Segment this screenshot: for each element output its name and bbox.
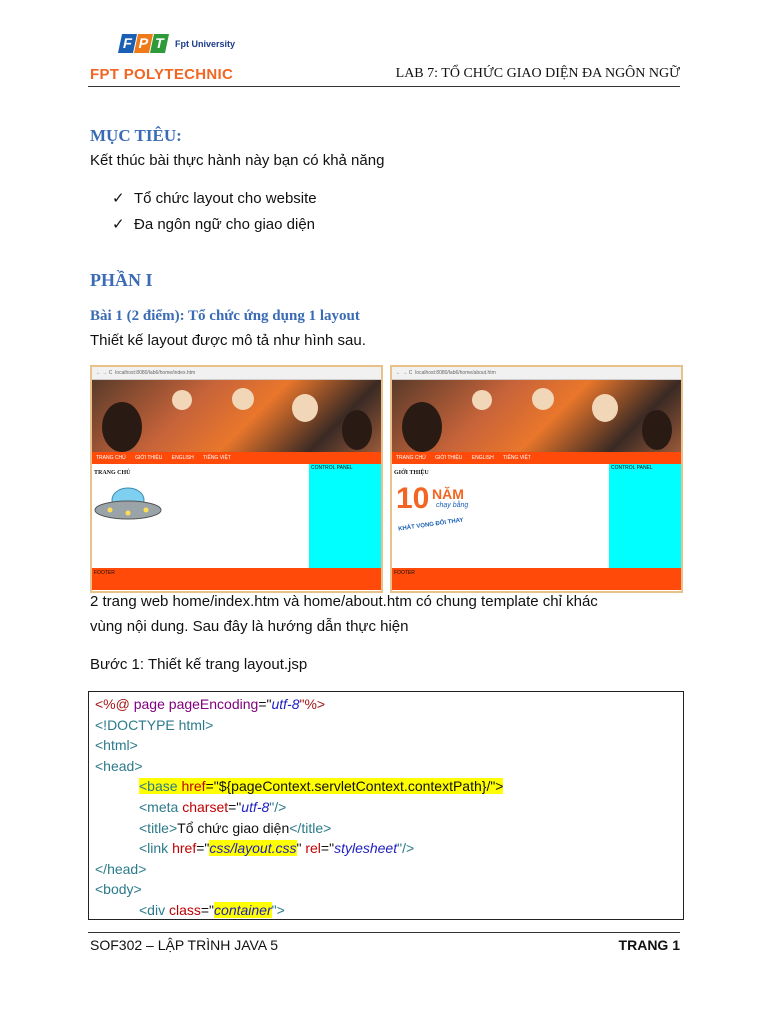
content-title: TRANG CHỦ xyxy=(94,470,131,476)
anniversary-logo: 10 NĂM chạy bằng KHÁT VỌNG ĐỔI THAY xyxy=(396,482,469,533)
footer-divider xyxy=(88,932,680,933)
code-token: utf-8 xyxy=(271,696,300,712)
nav-english: ENGLISH xyxy=(471,455,494,461)
site-body xyxy=(92,464,381,568)
brand-name: FPT POLYTECHNIC xyxy=(90,66,234,83)
browser-address-bar: ← → C localhost:8080/lab6/home/index.htm xyxy=(92,367,381,380)
content-area xyxy=(92,464,305,568)
logo-letter-f: F xyxy=(118,34,137,53)
code-line xyxy=(95,900,683,921)
code-line xyxy=(95,694,683,715)
anniversary-logo-text: NĂM xyxy=(432,486,464,502)
code-token: =" xyxy=(228,798,242,815)
code-line: <head> xyxy=(95,757,143,774)
exercise-title: Bài 1 (2 điểm): Tổ chức ứng dụng 1 layout xyxy=(90,308,360,324)
code-token: Tổ chức giao diện xyxy=(177,819,290,836)
code-token: <link xyxy=(139,840,173,857)
code-line xyxy=(95,838,683,859)
description-line-2: vùng nội dung. Sau đây là hướng dẫn thực hiện xyxy=(90,618,409,635)
code-token: class xyxy=(168,901,201,918)
layout-screenshot-home xyxy=(90,365,383,593)
nav-vietnamese: TIẾNG VIỆT xyxy=(503,455,531,461)
objective-text: Đa ngôn ngữ cho giao diện xyxy=(134,216,316,233)
site-nav xyxy=(392,452,681,464)
code-block xyxy=(88,691,684,920)
code-token: "/> xyxy=(397,840,415,857)
code-token: =" xyxy=(196,840,210,857)
control-panel: CONTROL PANEL xyxy=(309,464,381,568)
code-line: <!DOCTYPE html> xyxy=(95,716,214,733)
objectives-heading: MỤC TIÊU: xyxy=(90,126,182,145)
nav-home: TRANG CHỦ xyxy=(96,455,126,461)
logo-letter-t: T xyxy=(150,34,169,53)
code-token: css/layout.css xyxy=(209,840,297,857)
logo-subtitle: Fpt University xyxy=(175,38,236,49)
objective-item xyxy=(112,189,317,207)
code-token: rel xyxy=(305,840,321,857)
code-token: href xyxy=(172,840,197,857)
objective-text: Tổ chức layout cho website xyxy=(134,190,317,207)
banner-photo xyxy=(392,380,681,452)
banner-photo xyxy=(92,380,381,452)
code-line xyxy=(95,818,683,839)
anniversary-logo-sub: chạy bằng xyxy=(436,502,469,509)
code-token: utf-8 xyxy=(241,798,270,815)
layout-screenshot-about xyxy=(390,365,683,593)
site-body xyxy=(392,464,681,568)
nav-english: ENGLISH xyxy=(171,455,194,461)
control-panel: CONTROL PANEL xyxy=(609,464,681,568)
code-token: "%> xyxy=(299,696,326,712)
ufo-icon xyxy=(94,482,164,522)
code-token: =" xyxy=(258,696,272,712)
code-token: "/> xyxy=(269,798,287,815)
code-token: "> xyxy=(271,901,285,918)
browser-address-bar: ← → C localhost:8080/lab6/home/about.htm xyxy=(392,367,681,380)
code-token: " xyxy=(296,840,306,857)
step-1-heading: Bước 1: Thiết kế trang layout.jsp xyxy=(90,656,308,673)
code-token: charset xyxy=(182,798,229,815)
code-token: href xyxy=(181,778,206,795)
site-footer: FOOTER xyxy=(92,568,381,590)
nav-about: GIỚI THIỆU xyxy=(435,455,463,461)
course-label: SOF302 – LẬP TRÌNH JAVA 5 xyxy=(90,937,279,953)
code-token: =" xyxy=(320,840,335,857)
site-footer: FOOTER xyxy=(392,568,681,590)
code-token: <title> xyxy=(139,819,178,836)
part-heading: PHẦN I xyxy=(90,270,153,290)
exercise-description: Thiết kế layout được mô tả như hình sau. xyxy=(90,332,366,349)
check-icon: ✓ xyxy=(112,216,125,233)
code-token: pageEncoding xyxy=(168,696,259,712)
objectives-intro: Kết thúc bài thực hành này bạn có khả năng xyxy=(90,152,385,169)
nav-about: GIỚI THIỆU xyxy=(135,455,163,461)
code-token: page xyxy=(133,696,169,712)
logo-letter-p: P xyxy=(134,34,153,53)
code-line: <body> xyxy=(95,881,142,898)
nav-vietnamese: TIẾNG VIỆT xyxy=(203,455,231,461)
code-token: stylesheet xyxy=(334,840,398,857)
site-nav xyxy=(92,452,381,464)
fpt-logo xyxy=(120,34,235,53)
description-line-1: 2 trang web home/index.htm và home/about.htm có chung template chỉ khác xyxy=(90,593,598,610)
content-title: GIỚI THIỆU xyxy=(394,470,429,476)
code-line xyxy=(95,797,683,818)
code-line xyxy=(95,776,683,797)
code-token: =" xyxy=(200,901,215,918)
lab-title: LAB 7: TỔ CHỨC GIAO DIỆN ĐA NGÔN NGỮ xyxy=(395,66,680,81)
code-token: container xyxy=(214,901,272,918)
code-token: <base xyxy=(139,778,182,795)
check-icon: ✓ xyxy=(112,190,125,207)
code-token: <meta xyxy=(139,798,183,815)
objective-item xyxy=(112,215,315,233)
content-area xyxy=(392,464,605,568)
fpt-logo-mark xyxy=(120,34,168,53)
address-url: localhost:8080/lab6/home/index.htm xyxy=(115,370,196,376)
code-token: <div xyxy=(139,901,169,918)
nav-home: TRANG CHỦ xyxy=(396,455,426,461)
anniversary-slogan: KHÁT VỌNG ĐỔI THAY xyxy=(397,517,464,533)
code-line: <html> xyxy=(95,737,138,754)
page-number: TRANG 1 xyxy=(618,937,680,953)
code-token: </title> xyxy=(289,819,332,836)
code-token: <%@ xyxy=(95,696,134,712)
address-url: localhost:8080/lab6/home/about.htm xyxy=(415,370,496,376)
code-token: ="${pageContext.servletContext.contextPath}/"> xyxy=(205,778,504,795)
code-line: </head> xyxy=(95,860,147,877)
header-divider xyxy=(88,86,680,87)
